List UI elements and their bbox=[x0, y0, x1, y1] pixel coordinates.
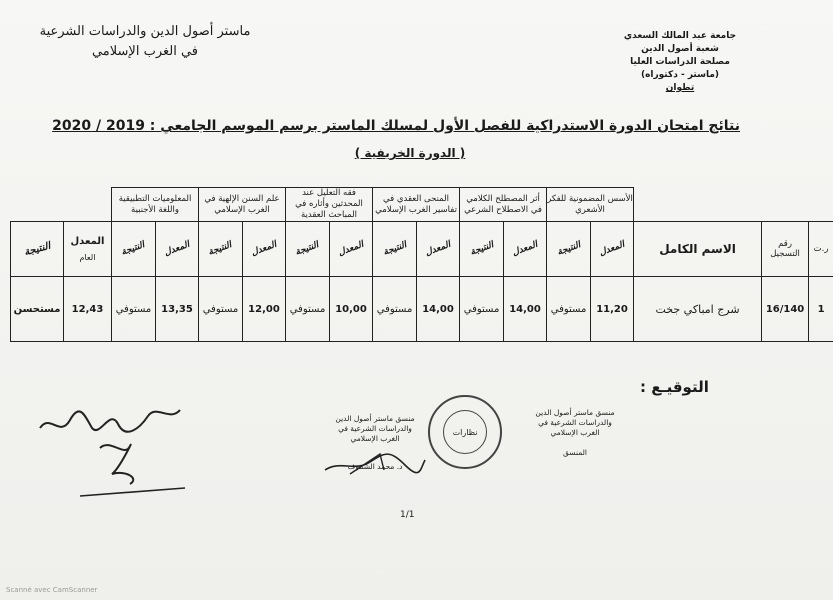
col-avg-header: المعدل العام bbox=[64, 222, 112, 277]
row-result: مستوفي bbox=[373, 277, 417, 342]
row-grade: 11,20 bbox=[591, 277, 634, 342]
sub-grade-header: المعدل bbox=[156, 222, 199, 277]
header-left-line2: في الغرب الإسلامي bbox=[91, 44, 199, 59]
sub-result-header: النتيجة bbox=[460, 222, 504, 277]
handwritten-signature-left bbox=[30, 398, 190, 503]
row-result: مستوفي bbox=[286, 277, 330, 342]
stamp-line: د. محمد الشنتوف bbox=[347, 462, 403, 471]
row-avg: 12,43 bbox=[64, 277, 112, 342]
sub-result-header: النتيجة bbox=[547, 222, 591, 277]
signature-label: التوقيـع : bbox=[640, 378, 709, 396]
seal-text: نظارات bbox=[452, 427, 478, 437]
header-left-line1: ماستر أصول الدين والدراسات الشرعية bbox=[39, 24, 251, 39]
sub-grade-header: المعدل bbox=[243, 222, 286, 277]
col-order-header: ر.ت bbox=[809, 222, 833, 277]
sub-grade-header: المعدل bbox=[330, 222, 373, 277]
row-reg: 16/140 bbox=[762, 277, 809, 342]
document-title: نتائج امتحان الدورة الاستدراكية للفصل الأول لمسلك الماستر برسم الموسم الجامعي : 2019 / 2020 bbox=[52, 118, 740, 134]
stamp-line: والدراسات الشرعية في bbox=[338, 424, 412, 433]
header-right-line: (ماستر - دكتوراه) bbox=[640, 70, 720, 80]
stamp-line: والدراسات الشرعية في bbox=[538, 418, 612, 427]
row-result: مستوفي bbox=[112, 277, 156, 342]
module-header: فقه التعليل عند المحدثين وأثاره في المباحث العقدية bbox=[286, 188, 373, 222]
stamp-right bbox=[520, 408, 630, 458]
page-number: 1/1 bbox=[400, 510, 415, 520]
header-right-line: مصلحة الدراسات العليا bbox=[630, 57, 730, 67]
row-name: شرج امباكي جخت bbox=[634, 277, 762, 342]
col-reg-header: رقم التسجيل bbox=[762, 222, 809, 277]
handwritten-signature-mid bbox=[320, 440, 430, 480]
sub-result-header: النتيجة bbox=[112, 222, 156, 277]
sub-grade-header: المعدل bbox=[504, 222, 547, 277]
stamp-line: منسق ماستر أصول الدين bbox=[335, 414, 415, 423]
sub-result-header: النتيجة bbox=[199, 222, 243, 277]
row-final: مستحسن bbox=[11, 277, 64, 342]
row-grade: 10,00 bbox=[330, 277, 373, 342]
header-right bbox=[620, 30, 740, 95]
row-result: مستوفي bbox=[460, 277, 504, 342]
stamp-line: الغرب الإسلامي bbox=[550, 428, 600, 437]
sub-grade-header: المعدل bbox=[591, 222, 634, 277]
sub-result-header: النتيجة bbox=[373, 222, 417, 277]
header-right-line: تطوان bbox=[665, 83, 695, 93]
row-grade: 12,00 bbox=[243, 277, 286, 342]
module-header: أثر المصطلح الكلامي في الاصطلاح الشرعي bbox=[460, 188, 547, 222]
document-subtitle: ( الدورة الخريفية ) bbox=[354, 146, 466, 160]
module-header: المعلوميات التطبيقية واللغة الأجنبية bbox=[112, 188, 199, 222]
official-seal bbox=[428, 395, 502, 469]
row-grade: 13,35 bbox=[156, 277, 199, 342]
row-grade: 14,00 bbox=[417, 277, 460, 342]
table-row bbox=[11, 277, 833, 342]
col-final-header: النتيجة bbox=[11, 222, 64, 277]
header-right-line: شعبة أصول الدين bbox=[641, 44, 719, 54]
col-name-header: الاسم الكامل bbox=[634, 222, 762, 277]
header-right-line: جامعة عبد المالك السعدي bbox=[623, 31, 737, 41]
row-grade: 14,00 bbox=[504, 277, 547, 342]
module-header: علم السنن الإلهية في الغرب الإسلامي bbox=[199, 188, 286, 222]
scanner-watermark: Scanné avec CamScanner bbox=[6, 586, 98, 594]
row-result: مستوفي bbox=[199, 277, 243, 342]
results-table bbox=[10, 187, 833, 342]
header-left bbox=[30, 22, 260, 62]
stamp-line: منسق ماستر أصول الدين bbox=[535, 408, 615, 417]
module-header: الأسس المضمونية للفكر الأشعري bbox=[547, 188, 634, 222]
module-header: المنحى العقدي في تفاسير الغرب الإسلامي bbox=[373, 188, 460, 222]
stamp-line: الغرب الإسلامي bbox=[350, 434, 400, 443]
sub-result-header: النتيجة bbox=[286, 222, 330, 277]
row-result: مستوفي bbox=[547, 277, 591, 342]
row-order: 1 bbox=[809, 277, 833, 342]
stamp-line: المنسق bbox=[563, 448, 587, 457]
sub-grade-header: المعدل bbox=[417, 222, 460, 277]
